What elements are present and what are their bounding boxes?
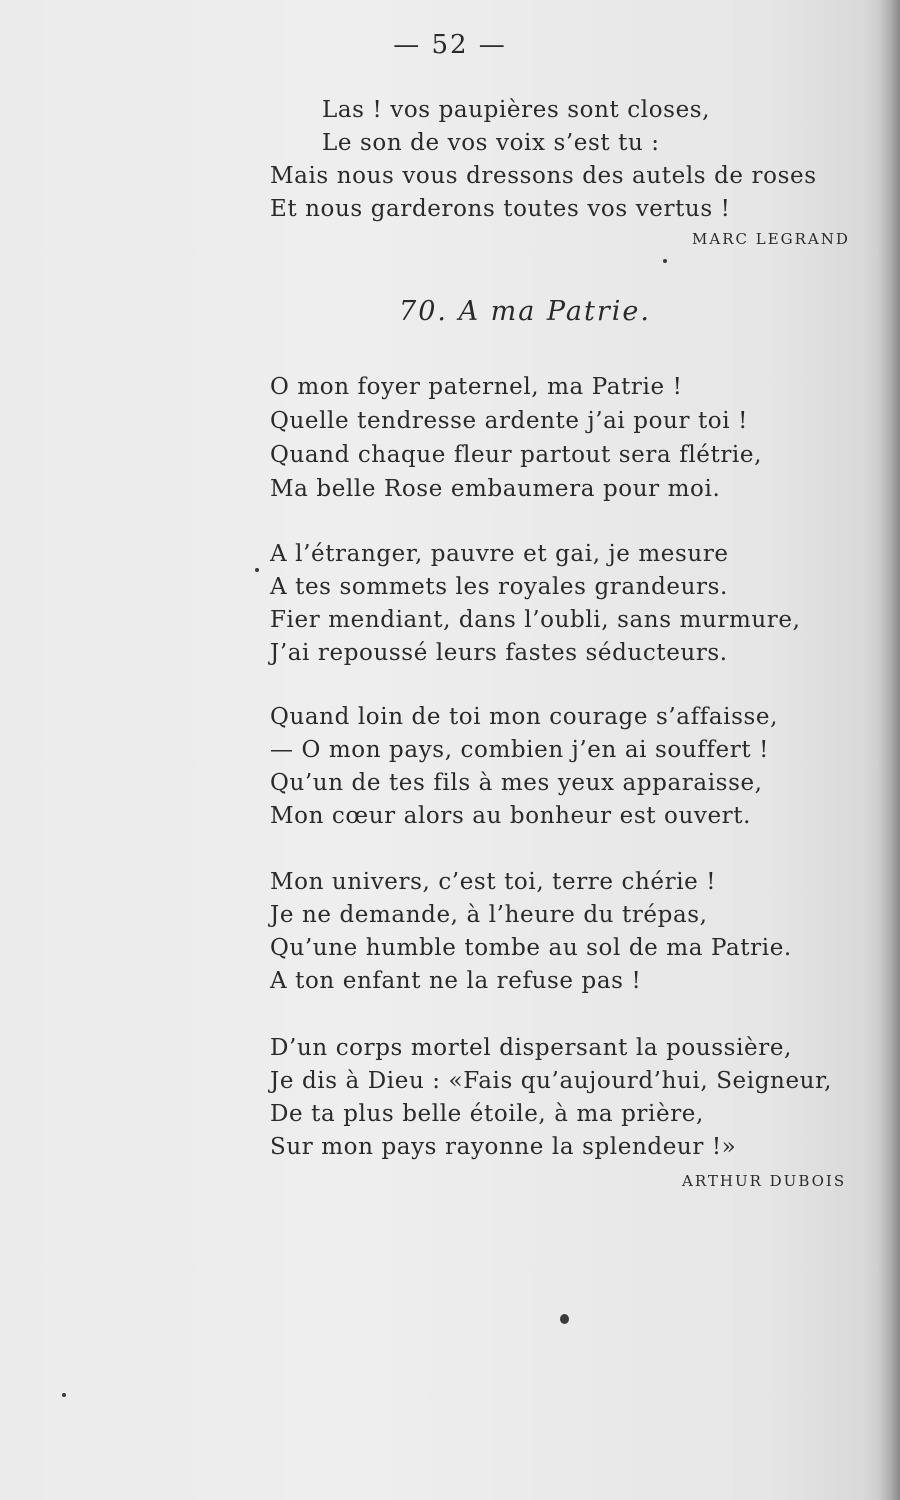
poem-line: O mon foyer paternel, ma Patrie !	[270, 374, 683, 400]
ink-speck	[560, 1314, 569, 1324]
poem-line: Mais nous vous dressons des autels de roses	[270, 163, 817, 189]
poem-line: Fier mendiant, dans l’oubli, sans murmure,	[270, 607, 801, 633]
ink-speck	[663, 259, 667, 263]
author-signature: ARTHUR DUBOIS	[682, 1172, 847, 1190]
author-signature: MARC LEGRAND	[692, 230, 850, 248]
poem-title: 70. A ma Patrie.	[399, 296, 651, 327]
poem-line: J’ai repoussé leurs fastes séducteurs.	[270, 640, 728, 666]
poem-line: Quelle tendresse ardente j’ai pour toi !	[270, 408, 748, 434]
poem-line: Las ! vos paupières sont closes,	[322, 97, 711, 123]
poem-line: Quand loin de toi mon courage s’affaisse,	[270, 704, 779, 730]
poem-line: A ton enfant ne la refuse pas !	[270, 968, 642, 994]
poem-line: Et nous garderons toutes vos vertus !	[270, 196, 731, 222]
binding-shadow	[878, 0, 900, 1500]
poem-line: Qu’une humble tombe au sol de ma Patrie.	[270, 935, 792, 961]
ink-speck	[62, 1393, 66, 1397]
page-number: — 52 —	[393, 30, 507, 60]
poem-line: De ta plus belle étoile, à ma prière,	[270, 1101, 704, 1127]
poem-line: Ma belle Rose embaumera pour moi.	[270, 476, 721, 502]
poem-line: — O mon pays, combien j’en ai souffert !	[270, 737, 769, 763]
poem-line: D’un corps mortel dispersant la poussière,	[270, 1035, 792, 1061]
poem-line: Le son de vos voix s’est tu :	[322, 130, 660, 156]
poem-line: Qu’un de tes fils à mes yeux apparaisse,	[270, 770, 763, 796]
poem-line: A l’étranger, pauvre et gai, je mesure	[270, 541, 729, 567]
poem-line: Je dis à Dieu : «Fais qu’aujourd’hui, Seigneur,	[270, 1068, 833, 1094]
poem-line: Sur mon pays rayonne la splendeur !»	[270, 1134, 737, 1160]
ink-speck	[255, 568, 259, 572]
poem-line: Je ne demande, à l’heure du trépas,	[270, 902, 708, 928]
poem-line: Mon univers, c’est toi, terre chérie !	[270, 869, 717, 895]
poem-line: A tes sommets les royales grandeurs.	[270, 574, 728, 600]
poem-line: Mon cœur alors au bonheur est ouvert.	[270, 803, 752, 829]
poem-line: Quand chaque fleur partout sera flétrie,	[270, 442, 763, 468]
